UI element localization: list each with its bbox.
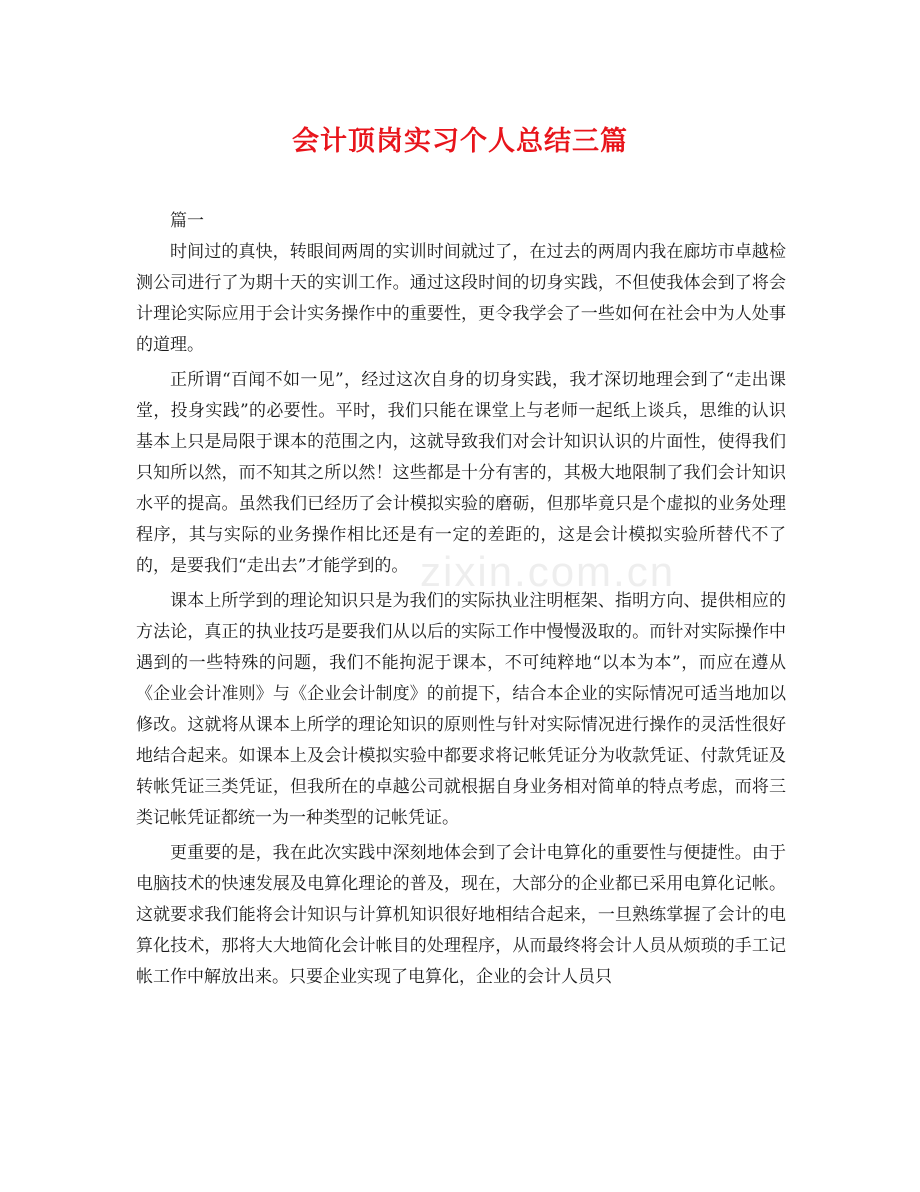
paragraph-1: 时间过的真快，转眼间两周的实训时间就过了，在过去的两周内我在廊坊市卓越检测公司进行了为期十天的实训工作。通过这段时间的切身实践，不但使我体会到了将会计理论实际应用于会计实务操作中的重要性，更令我学会了一些如何在社会中为人处事的道理。 bbox=[136, 242, 786, 355]
paragraph-3: 课本上所学到的理论知识只是为我们的实际执业注明框架、指明方向、提供相应的方法论，真正的执业技巧是要我们从以后的实际工作中慢慢汲取的。而针对实际操作中遇到的一些特殊的问题，我们不能拘泥于课本，不可纯粹地“以本为本”，而应在遵从《企业会计准则》与《企业会计制度》的前提下，结合本企业的实际情况可适当地加以修改。这就将从课本上所学的理论知识的原则性与针对实际情况进行操作的灵活性很好地结合起来。如课本上及会计模拟实验中都要求将记帐凭证分为收款凭证、付款凭证及转帐凭证三类凭证，但我所在的卓越公司就根据自身业务相对简单的特点考虑，而将三类记帐凭证都统一为一种类型的记帐凭证。 bbox=[136, 591, 786, 828]
section-label: 篇一 bbox=[170, 211, 204, 231]
paragraph-4: 更重要的是，我在此次实践中深刻地体会到了会计电算化的重要性与便捷性。由于电脑技术的快速发展及电算化理论的普及，现在，大部分的企业都已采用电算化记帐。这就要求我们能将会计知识与计算机知识很好地相结合起来，一旦熟练掌握了会计的电算化技术，那将大大地简化会计帐目的处理程序，从而最终将会计人员从烦琐的手工记帐工作中解放出来。只要企业实现了电算化，企业的会计人员只 bbox=[136, 843, 786, 987]
document-body bbox=[136, 206, 786, 997]
paragraph-2: 正所谓“百闻不如一见”，经过这次自身的切身实践，我才深切地理会到了“走出课堂，投身实践”的必要性。平时，我们只能在课堂上与老师一起纸上谈兵，思维的认识基本上只是局限于课本的范围之内，这就导致我们对会计知识认识的片面性，使得我们只知所以然，而不知其之所以然！这些都是十分有害的，其极大地限制了我们会计知识水平的提高。虽然我们已经历了会计模拟实验的磨砺，但那毕竟只是个虚拟的业务处理程序，其与实际的业务操作相比还是有一定的差距的，这是会计模拟实验所替代不了的，是要我们“走出去”才能学到的。 bbox=[136, 370, 786, 576]
document-title: 会计顶岗实习个人总结三篇 bbox=[292, 126, 628, 157]
watermark: zixin.com.cn bbox=[420, 548, 676, 595]
